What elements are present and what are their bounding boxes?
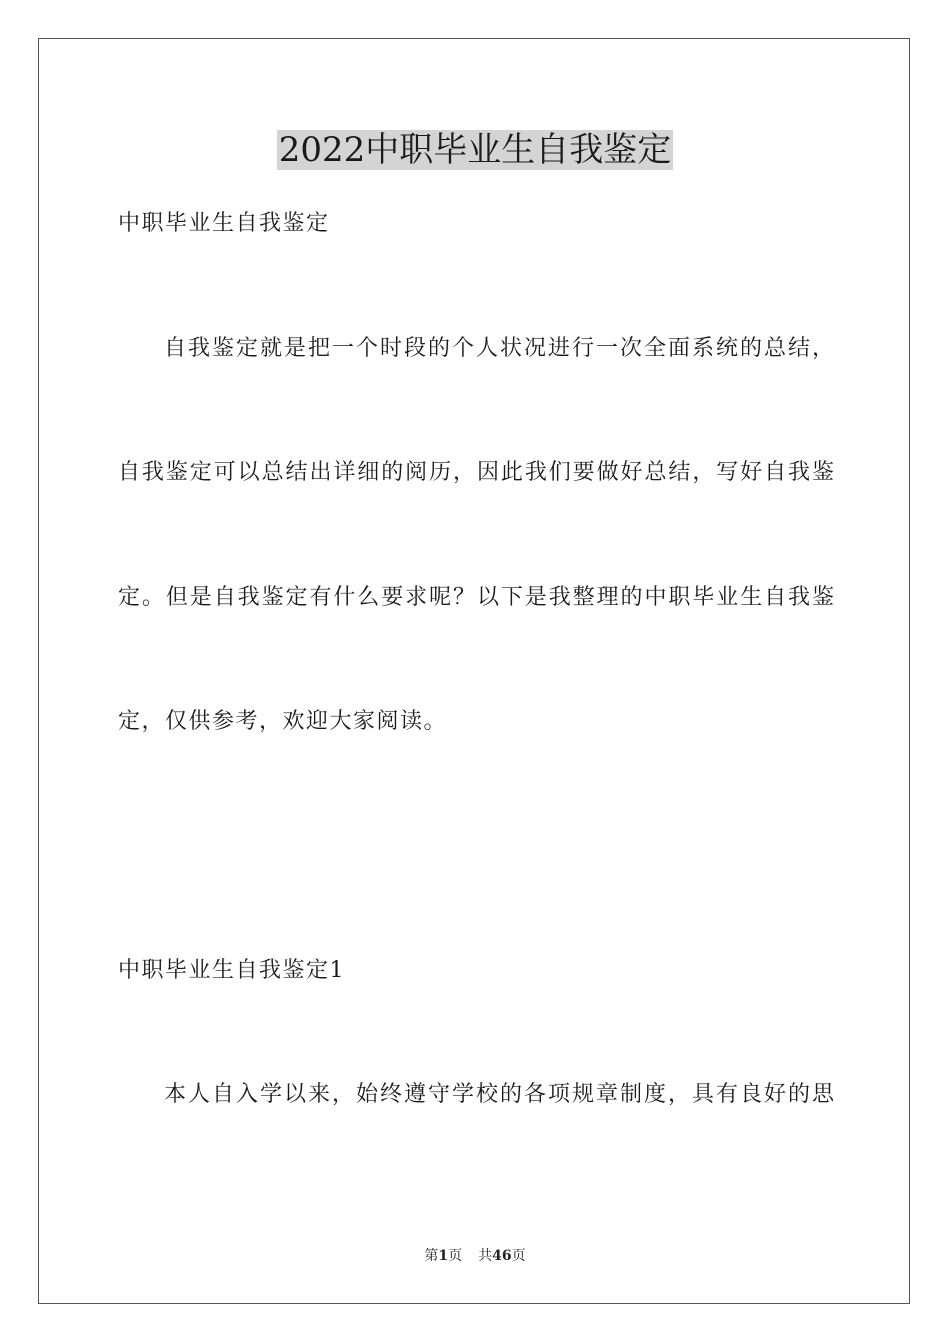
total-prefix: 共 <box>478 1248 493 1264</box>
page-footer <box>0 1246 950 1266</box>
section-heading-intro: 中职毕业生自我鉴定 <box>118 211 330 236</box>
paragraph-line: 定。但是自我鉴定有什么要求呢？以下是我整理的中职毕业生自我鉴 <box>118 585 834 610</box>
document-title <box>0 128 950 172</box>
page-prefix: 第 <box>424 1248 439 1264</box>
document-title-text: 2022中职毕业生自我鉴定 <box>278 130 672 170</box>
paragraph-line: 自我鉴定就是把一个时段的个人状况进行一次全面系统的总结， <box>164 336 834 361</box>
page-suffix: 页 <box>448 1248 463 1264</box>
paragraph-line: 自我鉴定可以总结出详细的阅历，因此我们要做好总结，写好自我鉴 <box>118 460 834 485</box>
section-heading-1: 中职毕业生自我鉴定1 <box>118 958 345 983</box>
total-pages: 46 <box>492 1248 512 1264</box>
paragraph-line: 定，仅供参考，欢迎大家阅读。 <box>118 709 448 734</box>
page-number: 1 <box>438 1248 449 1264</box>
paragraph-line: 本人自入学以来，始终遵守学校的各项规章制度，具有良好的思 <box>164 1082 834 1107</box>
total-suffix: 页 <box>511 1248 526 1264</box>
